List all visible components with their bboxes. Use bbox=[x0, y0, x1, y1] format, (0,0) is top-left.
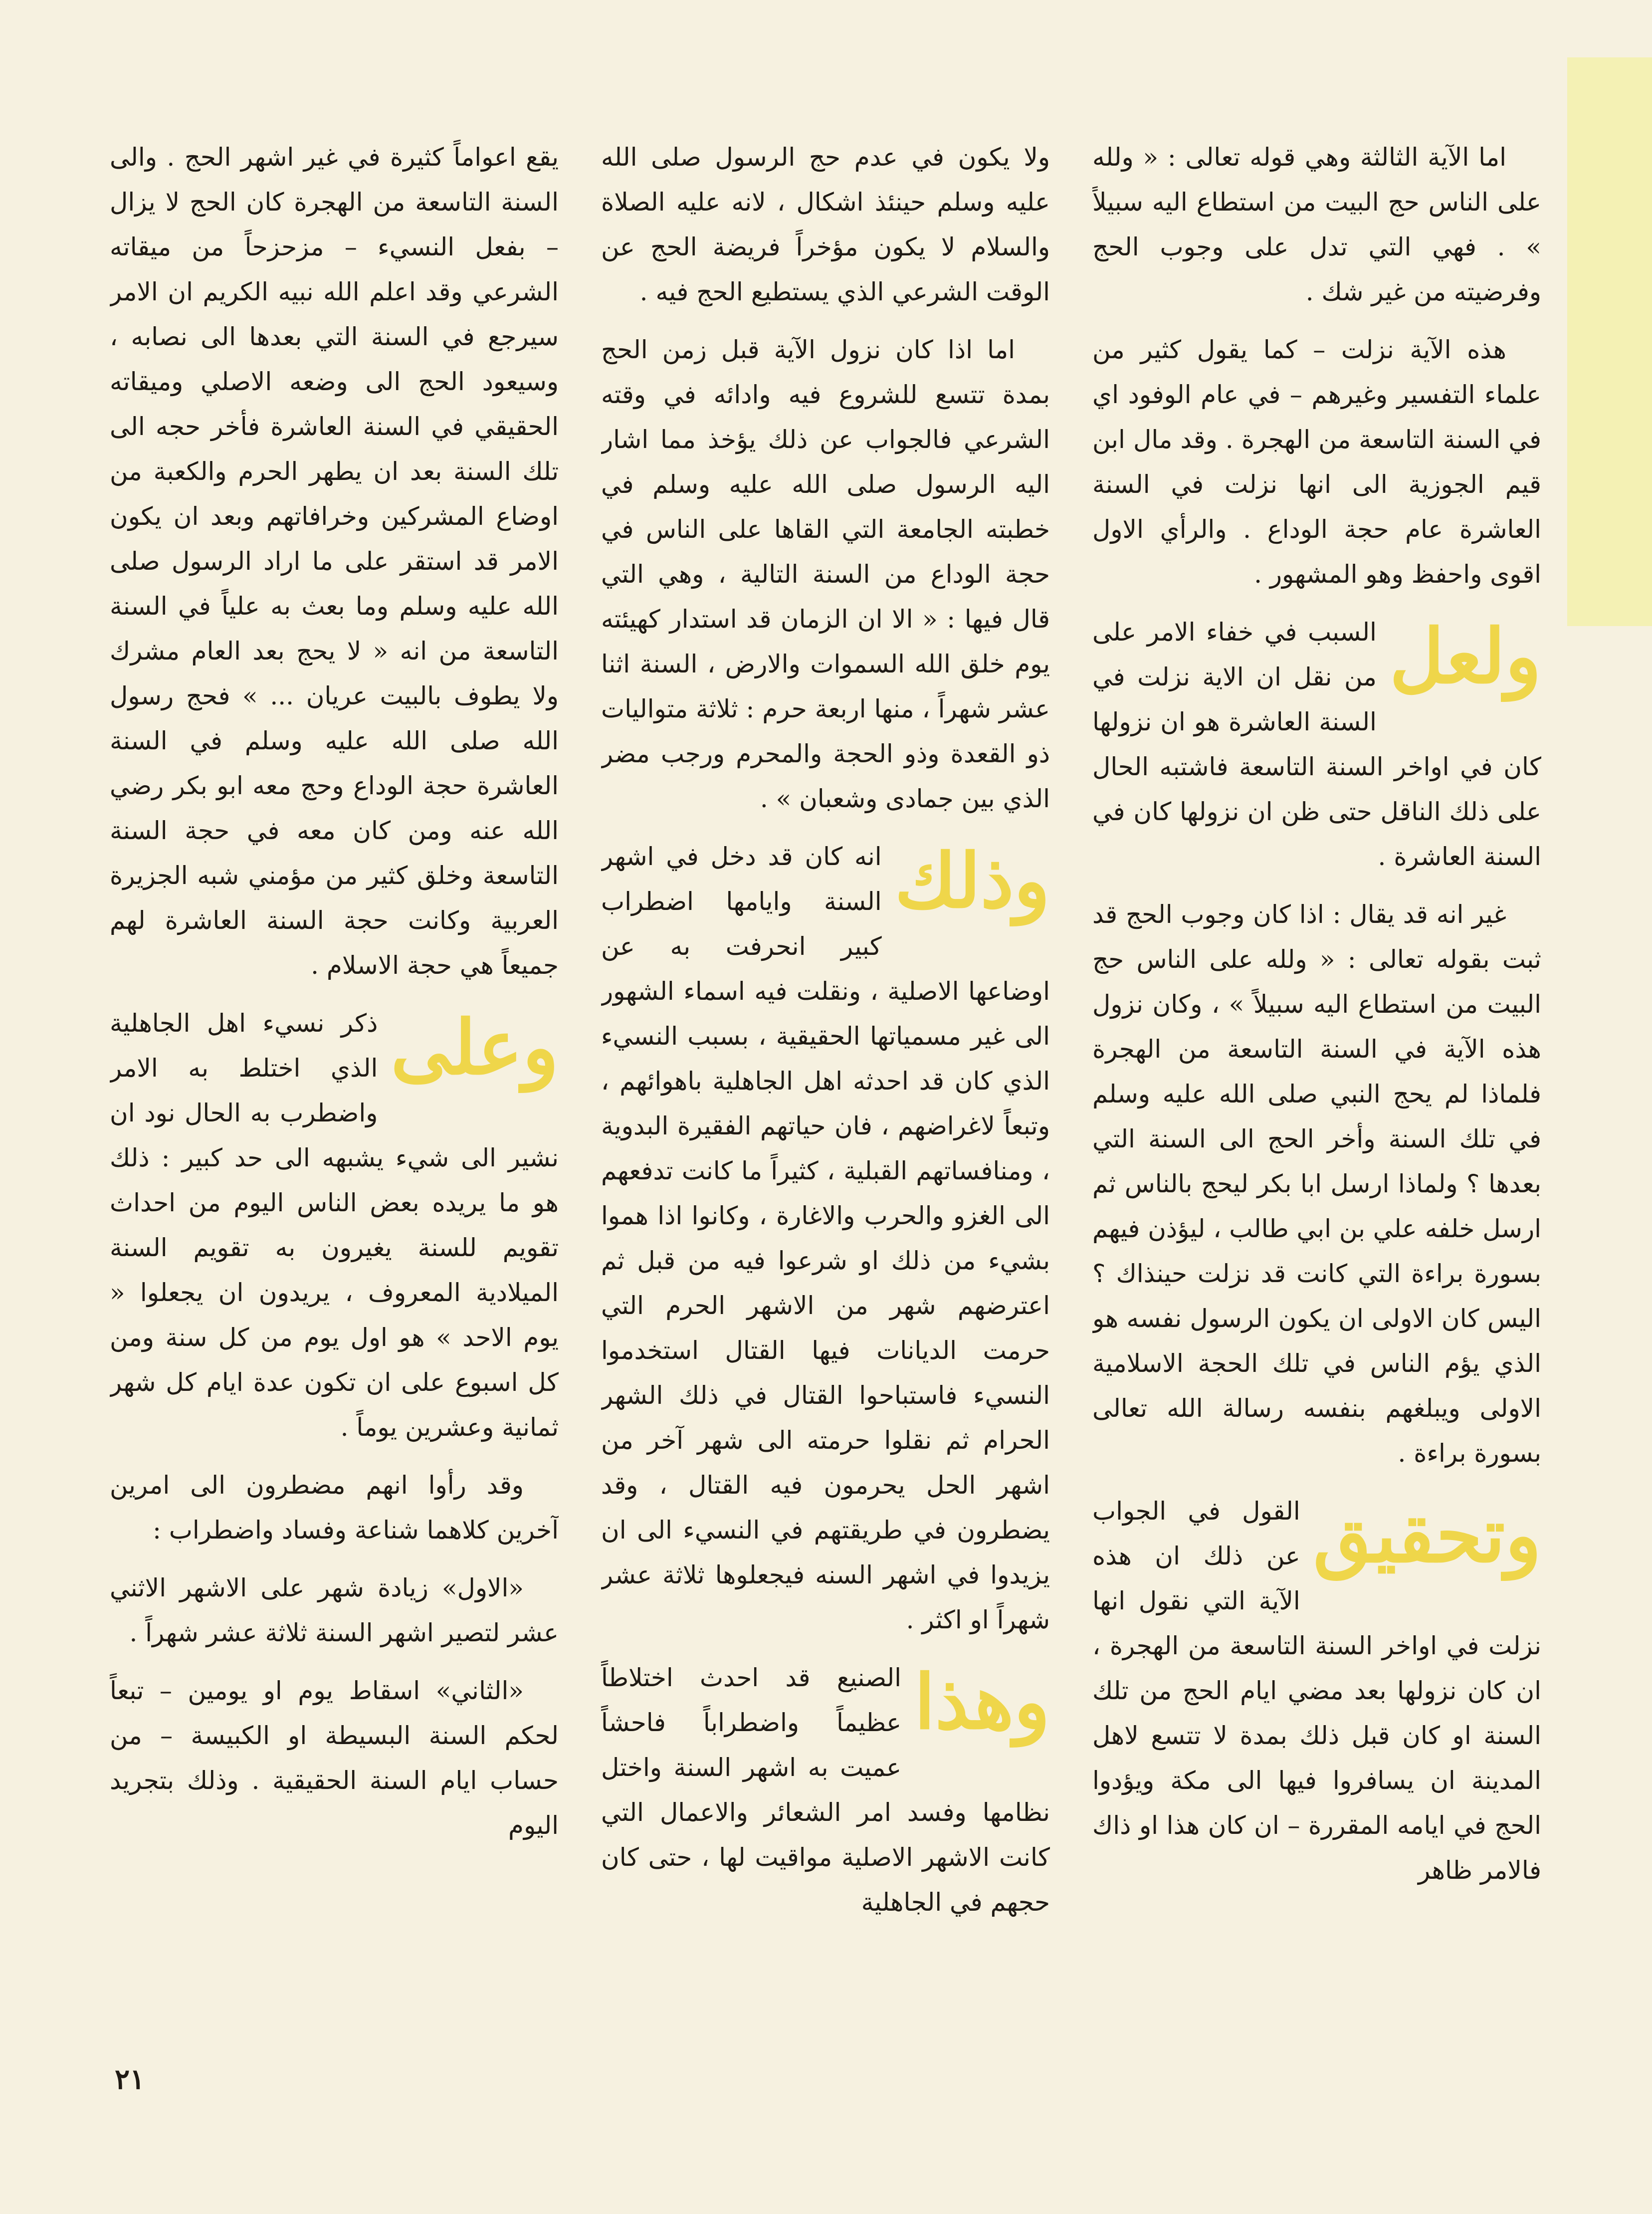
paragraph: ذكر نسيء اهل الجاهلية الذي اختلط به الامر واضطرب به الحال نود ان نشير الى شيء يشبهه الى حد كبير : ذلك هو ما يريده بعض الناس اليوم من احداث تقويم للسنة يغيرون به تقويم السنة الميلادية المعروف ، يريدون ان يجعلوا « يوم الاحد » هو اول يوم من كل سنة ومن كل اسبوع على ان تكون عدة ايام كل شهر ثمانية وعشرين يوماً . bbox=[110, 1009, 559, 1442]
section-lead bbox=[601, 1655, 1050, 1925]
paragraph: الصنيع قد احدث اختلاطاً عظيماً واضطراباً فاحشاً عميت به اشهر السنة واختل نظامها وفسد امر الشعائر والاعمال التي كانت الاشهر الاصلية مواقيت لها ، حتى كان حجهم في الجاهلية bbox=[601, 1663, 1050, 1917]
paragraph: «الاول» زيادة شهر على الاشهر الاثني عشر لتصير اشهر السنة ثلاثة عشر شهراً . bbox=[110, 1573, 559, 1647]
paragraph: ولا يكون في عدم حج الرسول صلى الله عليه وسلم حينئذ اشكال ، لانه عليه الصلاة والسلام لا يكون مؤخراً فريضة الحج عن الوقت الشرعي الذي يستطيع الحج فيه . bbox=[601, 143, 1050, 306]
decorative-initial: وتحقيق bbox=[1313, 1492, 1541, 1579]
paragraph: انه كان قد دخل في اشهر السنة وايامها اضطراب كبير انحرفت به عن اوضاعها الاصلية ، ونقلت فيه اسماء الشهور الى غير مسمياتها الحقيقية ، بسبب النسيء الذي كان قد احدثه اهل الجاهلية باهوائهم ، وتبعاً لاغراضهم ، فان حياتهم الفقيرة البدوية ، ومنافساتهم القبلية ، كثيراً ما كانت تدفعهم الى الغزو والحرب والاغارة ، وكانوا اذا هموا بشيء من ذلك او شرعوا فيه من قبل ثم اعترضهم شهر من الاشهر الحرم التي حرمت الديانات فيها القتال استخدموا النسيء فاستباحوا القتال في ذلك الشهر الحرام ثم نقلوا حرمته الى شهر آخر من اشهر الحل يحرمون فيه القتال ، وقد يضطرون في طريقتهم في النسيء الى ان يزيدوا في اشهر السنه فيجعلوها ثلاثة عشر شهراً او اكثر . bbox=[601, 842, 1050, 1634]
yellow-edge-tab bbox=[1567, 57, 1652, 626]
section-lead bbox=[110, 1001, 559, 1450]
decorative-initial: وذلك bbox=[894, 837, 1050, 925]
column-right bbox=[1092, 135, 1541, 2030]
article-page bbox=[110, 135, 1541, 2060]
column-middle bbox=[601, 135, 1050, 2030]
paragraph: اما الآية الثالثة وهي قوله تعالى : « ولله على الناس حج البيت من استطاع اليه سبيلاً » . فهي التي تدل على وجوب الحج وفرضيته من غير شك . bbox=[1092, 143, 1541, 306]
paragraph: وقد رأوا انهم مضطرون الى امرين آخرين كلاهما شناعة وفساد واضطراب : bbox=[110, 1471, 559, 1545]
column-left bbox=[110, 135, 559, 2030]
page-number: ٢١ bbox=[115, 2063, 145, 2096]
paragraph: هذه الآية نزلت – كما يقول كثير من علماء التفسير وغيرهم – في عام الوفود اي في السنة التاسعة من الهجرة . وقد مال ابن قيم الجوزية الى انها نزلت في السنة العاشرة عام حجة الوداع . والرأي الاول اقوى واحفظ وهو المشهور . bbox=[1092, 335, 1541, 589]
paragraph: غير انه قد يقال : اذا كان وجوب الحج قد ثبت بقوله تعالى : « ولله على الناس حج البيت من استطاع اليه سبيلاً » ، وكان نزول هذه الآية في السنة التاسعة من الهجرة فلماذا لم يحج النبي صلى الله عليه وسلم في تلك السنة وأخر الحج الى السنة التي بعدها ؟ ولماذا ارسل ابا بكر ليحج بالناس ثم ارسل خلفه علي بن ابي طالب ، ليؤذن فيهم بسورة براءة التي كانت قد نزلت حينذاك ؟ اليس كان الاولى ان يكون الرسول نفسه هو الذي يؤم الناس في تلك الحجة الاسلامية الاولى ويبلغهم بنفسه رسالة الله تعالى بسورة براءة . bbox=[1092, 900, 1541, 1468]
paragraph: «الثاني» اسقاط يوم او يومين – تبعاً لحكم السنة البسيطة او الكبيسة – من حساب ايام السنة الحقيقية . وذلك بتجريد اليوم bbox=[110, 1676, 559, 1840]
section-lead bbox=[1092, 610, 1541, 879]
paragraph: يقع اعواماً كثيرة في غير اشهر الحج . والى السنة التاسعة من الهجرة كان الحج لا يزال – بفعل النسيء – مزحزحاً من ميقاته الشرعي وقد اعلم الله نبيه الكريم ان الامر سيرجع في السنة التي بعدها الى نصابه ، وسيعود الحج الى وضعه الاصلي وميقاته الحقيقي في السنة العاشرة فأخر حجه الى تلك السنة بعد ان يطهر الحرم والكعبة من اوضاع المشركين وخرافاتهم وبعد ان يكون الامر قد استقر على ما اراد الرسول صلى الله عليه وسلم وما بعث به علياً في السنة التاسعة من انه « لا يحج بعد العام مشرك ولا يطوف بالبيت عريان ... » فحج رسول الله صلى الله عليه وسلم في السنة العاشرة حجة الوداع وحج معه ابو بكر رضي الله عنه ومن كان معه في حجة السنة التاسعة وخلق كثير من مؤمني شبه الجزيرة العربية وكانت حجة السنة العاشرة لهم جميعاً هي حجة الاسلام . bbox=[110, 143, 559, 980]
paragraph: السبب في خفاء الامر على من نقل ان الاية نزلت في السنة العاشرة هو ان نزولها كان في اواخر السنة التاسعة فاشتبه الحال على ذلك الناقل حتى ظن ان نزولها كان في السنة العاشرة . bbox=[1092, 618, 1541, 871]
paragraph: القول في الجواب عن ذلك ان هذه الآية التي نقول انها نزلت في اواخر السنة التاسعة من الهجرة ، ان كان نزولها بعد مضي ايام الحج من تلك السنة او كان قبل ذلك بمدة لا تتسع لاهل المدينة ان يسافروا فيها الى مكة ويؤدوا الحج في ايامه المقررة – ان كان هذا او ذاك فالامر ظاهر bbox=[1092, 1497, 1541, 1885]
decorative-initial: وعلى bbox=[391, 1004, 559, 1092]
decorative-initial: ولعل bbox=[1389, 613, 1541, 700]
decorative-initial: وهذا bbox=[914, 1658, 1050, 1746]
paragraph: اما اذا كان نزول الآية قبل زمن الحج بمدة تتسع للشروع فيه وادائه في وقته الشرعي فالجواب عن ذلك يؤخذ مما اشار اليه الرسول صلى الله عليه وسلم في خطبته الجامعة التي القاها على الناس في حجة الوداع من السنة التالية ، وهي التي قال فيها : « الا ان الزمان قد استدار كهيئته يوم خلق الله السموات والارض ، السنة اثنا عشر شهراً ، منها اربعة حرم : ثلاثة متواليات ذو القعدة وذو الحجة والمحرم ورجب مضر الذي بين جمادى وشعبان » . bbox=[601, 335, 1050, 813]
section-lead bbox=[1092, 1489, 1541, 1893]
section-lead bbox=[601, 834, 1050, 1642]
